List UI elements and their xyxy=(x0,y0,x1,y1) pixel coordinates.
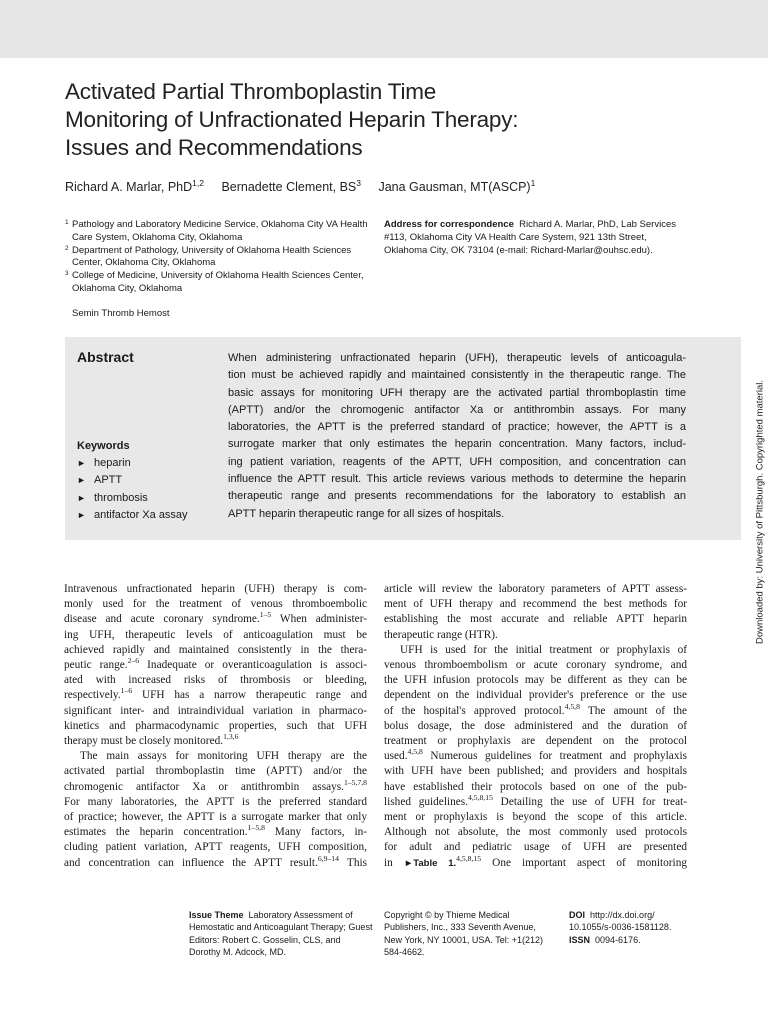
citation-superscript[interactable]: 1–5,8 xyxy=(247,825,265,833)
text-run: This xyxy=(338,856,367,869)
body-text-line xyxy=(64,597,367,612)
text-run: bolus dosage, the dose administered and the duration of xyxy=(384,719,687,732)
abstract-line: surrogate marker that only estimates the heparin concentration. Many factors, includ- xyxy=(228,438,686,451)
citation-superscript[interactable]: 4,5,8 xyxy=(407,749,423,757)
doi-label: DOI xyxy=(569,910,586,920)
keyword-item[interactable] xyxy=(77,455,188,472)
body-column-left xyxy=(64,582,367,871)
text-run: Numerous guidelines for treatment and prophylaxis xyxy=(422,750,687,763)
body-text-line xyxy=(64,764,367,779)
text-run: ment or prophylaxis is beyond the scope of this article. xyxy=(384,811,687,824)
citation-superscript[interactable]: 2–6 xyxy=(127,658,140,666)
abstract-line: laboratories, the APTT is the preferred standard of practice; however, the APTT is a xyxy=(228,421,686,434)
text-run: When administer- xyxy=(271,613,367,626)
title-line: Issues and Recommendations xyxy=(65,135,363,160)
author xyxy=(221,177,361,194)
citation-superscript[interactable]: 1–5 xyxy=(259,612,272,620)
body-text-line xyxy=(64,856,367,871)
body-text-line xyxy=(384,658,687,673)
keyword-item[interactable] xyxy=(77,490,188,507)
text-run: establishing the most accurate and reliable APTT heparin xyxy=(384,613,687,626)
text-run: treatment or prophylaxis are dependent on the protocol xyxy=(384,735,687,748)
text-run: Many factors, in- xyxy=(264,826,367,839)
text-run: therapy must be closely monitored. xyxy=(64,735,224,748)
abstract-line: basic assays for monitoring UFH therapy are the activated partial thromboplastin time xyxy=(228,386,686,399)
text-run: chromogenic antifactor Xa or antithrombin assays. xyxy=(64,780,344,793)
text-run: significant inter- and intraindividual variation in pharmaco- xyxy=(64,704,367,717)
author-name: Jana Gausman, MT(ASCP) xyxy=(378,180,531,194)
affiliations xyxy=(65,219,375,296)
issn-value: 0094-6176. xyxy=(595,934,641,945)
text-run: Although not absolute, the most commonly used protocols xyxy=(384,826,687,839)
author-affiliation-sup: 1,2 xyxy=(192,177,204,188)
footer-issue-theme xyxy=(189,909,374,959)
text-run: ated with increased risks of thrombosis or bleeding, xyxy=(64,674,367,687)
text-run: ing UFH, therapeutic levels of anticoagulation must be xyxy=(64,628,367,641)
body-text-line xyxy=(384,582,687,597)
author-list xyxy=(65,177,549,194)
arrow-icon: ► xyxy=(77,509,86,520)
affiliation-text: Department of Pathology, University of Oklahoma Health Sciences Center, Oklahoma City, Oklahoma xyxy=(72,244,352,269)
keyword-label: APTT xyxy=(94,474,123,487)
article-title xyxy=(65,78,705,162)
abstract-line: ing patient variation, reagents of the APTT, UFH composition, and concentration can xyxy=(228,455,686,468)
keywords xyxy=(77,438,188,524)
body-text-line xyxy=(384,856,687,871)
body-text-line xyxy=(64,795,367,810)
correspondence-text: Richard A. Marlar, PhD, Lab Services #113, Oklahoma City VA Health Care System, 921 13th Street, Oklahoma City, OK 73104 (e-mail: Richard-Marlar@ouhsc.edu). xyxy=(384,219,676,256)
journal-name: Semin Thromb Hemost xyxy=(72,308,170,319)
citation-superscript[interactable]: 6,9–14 xyxy=(317,855,339,863)
text-run: Inadequate or overanticoagulation is associ- xyxy=(139,659,367,672)
text-run: activated partial thromboplastin time (APTT) and/or the xyxy=(64,765,367,778)
text-run: UFH is used for the initial treatment or prophylaxis of xyxy=(400,643,687,656)
text-run: For many laboratories, the APTT is the preferred standard xyxy=(64,795,367,808)
body-text-line xyxy=(64,719,367,734)
abstract-text xyxy=(228,350,686,523)
body-text-line xyxy=(64,643,367,658)
text-run: peutic range. xyxy=(64,659,128,672)
body-text-line xyxy=(384,704,687,719)
body-text-line xyxy=(64,780,367,795)
body-text-line xyxy=(384,688,687,703)
body-text-line xyxy=(384,612,687,627)
body-text-line xyxy=(384,780,687,795)
author xyxy=(378,177,536,194)
affiliation: 1 Pathology and Laboratory Medicine Service, Oklahoma City VA Health Care System, Oklahoma City, Oklahoma xyxy=(65,219,368,243)
text-run: achieved rapidly and maintained consistently in the thera- xyxy=(64,643,367,656)
citation-superscript[interactable]: 4,5,8 xyxy=(564,703,580,711)
text-run: therapeutic range (HTR). xyxy=(384,628,498,641)
text-run: Detailing the use of UFH for treat- xyxy=(492,795,687,808)
affiliation-text: Pathology and Laboratory Medicine Service, Oklahoma City VA Health Care System, Oklahoma City, Oklahoma xyxy=(72,219,368,243)
body-text-line xyxy=(384,597,687,612)
text-run: have established their protocols based on one of the pub- xyxy=(384,780,687,793)
body-text-line xyxy=(384,719,687,734)
issue-theme-label: Issue Theme xyxy=(189,910,244,920)
body-text-line xyxy=(64,840,367,855)
citation-superscript[interactable]: 1,3,6 xyxy=(223,734,239,742)
abstract-heading: Abstract xyxy=(77,349,134,365)
text-run: The main assays for monitoring UFH therapy are the xyxy=(80,750,367,763)
body-text-line xyxy=(64,628,367,643)
body-text-line xyxy=(384,825,687,840)
text-run: The amount of the xyxy=(579,704,687,717)
body-text-line xyxy=(64,734,367,749)
arrow-icon: ► xyxy=(77,458,86,469)
citation-superscript[interactable]: 1–5,7,8 xyxy=(343,779,367,787)
footer-copyright: Copyright © by Thieme Medical Publishers, Inc., 333 Seventh Avenue, New York, NY 10001, USA. Tel: +1(212) 584-4662. xyxy=(384,910,544,958)
keyword-item[interactable] xyxy=(77,472,188,489)
body-text-line xyxy=(64,825,367,840)
body-text-line xyxy=(384,673,687,688)
body-text-line xyxy=(64,612,367,627)
text-run: disease and acute coronary syndrome. xyxy=(64,613,260,626)
text-run: article will review the laboratory parameters of APTT assess- xyxy=(384,583,687,595)
text-run: Intravenous unfractionated heparin (UFH) therapy is com- xyxy=(64,583,367,595)
abstract-line: APTT heparin therapeutic range for all sizes of hospitals. xyxy=(228,507,505,520)
text-run: cluding patient variation, APTT reagents, UFH composition, xyxy=(64,841,367,854)
text-run: with UFH have been published; and providers and hospitals xyxy=(384,765,687,778)
text-run: and concentration can influence the APTT result. xyxy=(64,856,318,869)
text-run: respectively. xyxy=(64,689,121,702)
keyword-label: heparin xyxy=(94,457,131,470)
body-text-line xyxy=(384,810,687,825)
text-run: used. xyxy=(384,750,408,763)
title-line: Monitoring of Unfractionated Heparin Therapy: xyxy=(65,107,519,132)
author-name: Bernadette Clement, BS xyxy=(221,180,357,194)
text-run: the UFH infusion protocols may be different as they can be xyxy=(384,674,687,687)
author-affiliation-sup: 3 xyxy=(356,177,361,188)
body-text-line xyxy=(384,764,687,779)
text-run: ment of UFH therapy and recommend the best methods for xyxy=(384,598,687,611)
correspondence-label: Address for correspondence xyxy=(384,219,514,230)
keyword-label: thrombosis xyxy=(94,491,148,504)
affiliation: 2 Department of Pathology, University of Oklahoma Health Sciences Center, Oklahoma City, Oklahoma xyxy=(65,244,352,269)
keyword-item[interactable] xyxy=(77,507,188,524)
body-text-line xyxy=(384,749,687,764)
body-text-line xyxy=(384,840,687,855)
text-run: One important aspect of monitoring xyxy=(481,856,687,869)
download-notice: Downloaded by: University of Pittsburgh. Copyrighted material. xyxy=(754,379,766,645)
issue-theme-text: Laboratory Assessment of Hemostatic and Anticoagulant Therapy; Guest Editors: Robert C. Gosselin, CLS, and Dorothy M. Adcock, MD. xyxy=(189,910,373,958)
body-column-right xyxy=(384,582,687,871)
arrow-icon: ► xyxy=(77,492,86,503)
body-text-line xyxy=(64,704,367,719)
issn-label: ISSN xyxy=(569,934,591,945)
citation-superscript[interactable]: 4,5,8,15 xyxy=(467,794,493,803)
text-run: kinetics and pharmacodynamic properties, such that UFH xyxy=(64,719,367,732)
author-affiliation-sup: 1 xyxy=(530,177,536,188)
body-text-line xyxy=(384,734,687,749)
body-text-line xyxy=(64,582,367,597)
text-run: of the hospital's approved protocol. xyxy=(384,704,565,717)
title-line: Activated Partial Thromboplastin Time xyxy=(65,79,437,104)
top-banner xyxy=(0,0,768,58)
abstract-line: influence the APTT result. This article reviews various methods to determine the heparin xyxy=(228,473,686,486)
text-run: venous thromboembolism or acute coronary syndrome, and xyxy=(384,659,687,672)
body-text-line xyxy=(384,643,687,658)
body-text-line xyxy=(64,749,367,764)
body-text-line xyxy=(64,688,367,703)
body-text-line xyxy=(64,658,367,673)
text-run: for adult and pediatric usage of UFH are presented xyxy=(384,841,687,854)
body-text-line xyxy=(64,673,367,688)
text-run: estimates the heparin concentration. xyxy=(64,826,248,839)
text-run: monly used for the treatment of venous thromboembolic xyxy=(64,598,367,611)
text-run: of practice; however, the APTT is a surrogate marker that only xyxy=(64,811,367,824)
citation-superscript[interactable]: 1–6 xyxy=(120,688,133,696)
body-text-line xyxy=(384,795,687,810)
table-reference-link[interactable]: ►Table 1. xyxy=(403,857,457,869)
footer-doi xyxy=(569,909,694,946)
text-run: dependent on the individual provider's preference or the use xyxy=(384,689,687,702)
keyword-label: antifactor Xa assay xyxy=(94,508,188,521)
body-text-line xyxy=(384,628,687,643)
text-run: in xyxy=(384,856,404,869)
text-run: lished guidelines. xyxy=(384,795,468,808)
author-name: Richard A. Marlar, PhD xyxy=(65,180,193,194)
keywords-heading: Keywords xyxy=(77,440,130,452)
doi-link[interactable]: http://dx.doi.org/ 10.1055/s-0036-1581128. xyxy=(569,910,672,933)
abstract-line: When administering unfractionated heparin (UFH), therapeutic levels of anticoagula- xyxy=(228,352,686,364)
author xyxy=(65,177,204,194)
body-text-line xyxy=(64,810,367,825)
abstract-line: therapeutic range and presents recommendations for the laboratory to establish an xyxy=(228,490,686,503)
text-run: UFH has a narrow therapeutic range and xyxy=(132,689,367,702)
abstract-line: (APTT) and/or the chromogenic antifactor Xa or antithrombin assays. For many xyxy=(228,403,686,416)
abstract-line: tion must be achieved rapidly and maintained consistently in the therapeutic range. The xyxy=(228,369,686,382)
affiliation: 3 College of Medicine, University of Oklahoma Health Sciences Center, Oklahoma City, Oklahoma xyxy=(65,270,364,294)
arrow-icon: ► xyxy=(77,475,86,486)
correspondence xyxy=(384,219,684,257)
affiliation-text: College of Medicine, University of Oklahoma Health Sciences Center, Oklahoma City, Oklahoma xyxy=(72,270,364,294)
citation-superscript[interactable]: 4,5,8,15 xyxy=(456,855,482,863)
